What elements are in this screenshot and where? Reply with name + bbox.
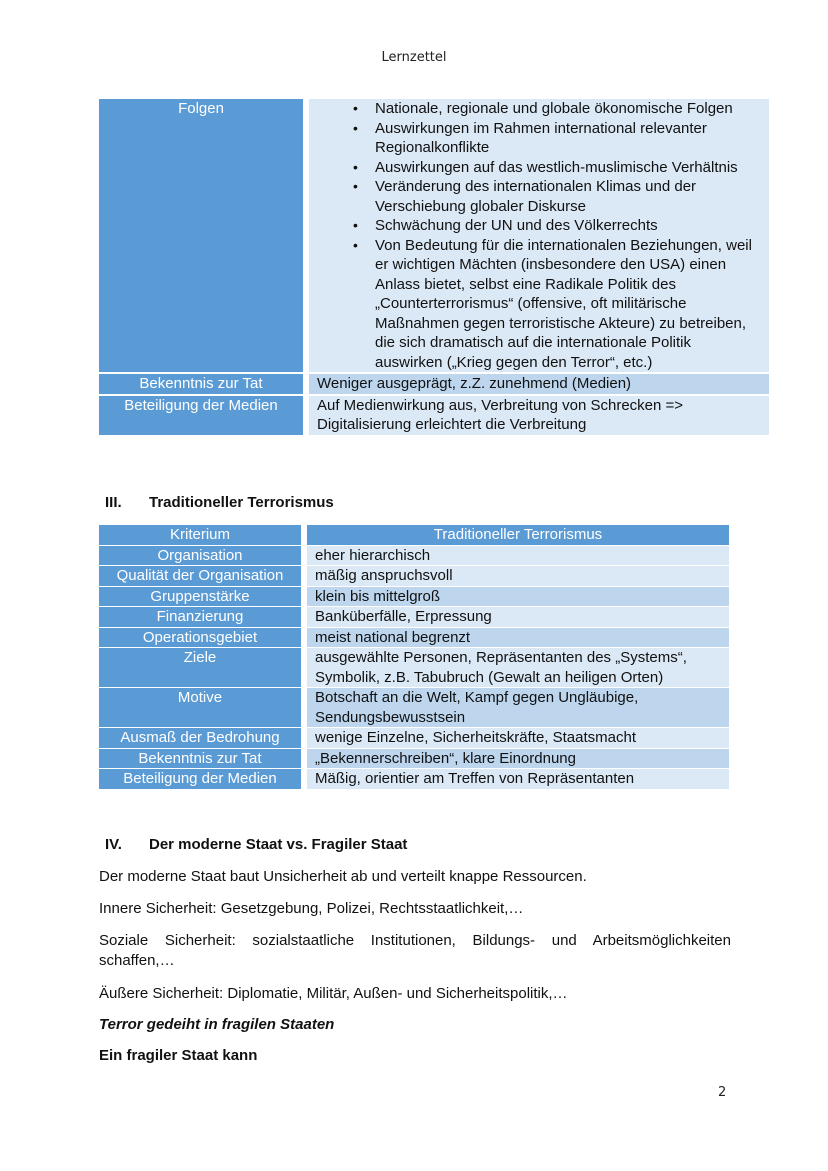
section-title: Traditioneller Terrorismus [149,494,334,511]
row-value: Weniger ausgeprägt, z.Z. zunehmend (Medien) [306,373,769,395]
row-value: klein bis mittelgroß [304,586,729,607]
row-value: Mäßig, orientier am Treffen von Repräsentanten [304,769,729,790]
row-label: Finanzierung [99,607,304,628]
row-label: Organisation [99,545,304,566]
traditional-terrorism-table [99,525,729,790]
row-label: Motive [99,688,304,728]
table-row [99,688,729,728]
row-label: Bekenntnis zur Tat [99,748,304,769]
column-header: Kriterium [99,525,304,545]
table-row [99,566,729,587]
table-row [99,607,729,628]
paragraph: Soziale Sicherheit: sozialstaatliche Institutionen, Bildungs- und Arbeitsmöglichkeiten schaffen,… [99,932,731,969]
row-value [306,99,769,373]
row-label: Ausmaß der Bedrohung [99,728,304,749]
list-item: • Von Bedeutung für die internationalen Beziehungen, weil er wichtigen Mächten (insbesondere den USA) einen Anlass bietet, selbst eine Radikale Politik des „Counterterrorismus“ (offensive, oft militärische Maßnahmen gegen terroristische Akteure) zu betreiben, die sich dramatisch auf die internationale Politik auswirken („Krieg gegen den Terror“, etc.) [353,236,759,373]
bullet-list [317,99,759,372]
row-value: meist national begrenzt [304,627,729,648]
row-label: Operationsgebiet [99,627,304,648]
table-row [99,627,729,648]
list-item: • Veränderung des internationalen Klimas und der Verschiebung globaler Diskurse [353,177,759,216]
paragraph: Äußere Sicherheit: Diplomatie, Militär, Außen- und Sicherheitspolitik,… [99,985,568,1002]
row-value: Banküberfälle, Erpressung [304,607,729,628]
table-row [99,373,769,395]
page-header: Lernzettel [381,50,447,65]
emphasis-line: Terror gedeiht in fragilen Staaten [99,1016,335,1033]
row-label: Bekenntnis zur Tat [99,373,306,395]
table-header-row [99,525,729,545]
table-row [99,586,729,607]
row-value: ausgewählte Personen, Repräsentanten des „Systems“, Symbolik, z.B. Tabubruch (Gewalt an heiligen Orten) [304,648,729,688]
table-row [99,648,729,688]
list-item: • Auswirkungen im Rahmen international relevanter Regionalkonflikte [353,119,759,158]
page-number: 2 [718,1085,727,1100]
row-value: Botschaft an die Welt, Kampf gegen Ungläubige, Sendungsbewusstsein [304,688,729,728]
row-value: wenige Einzelne, Sicherheitskräfte, Staatsmacht [304,728,729,749]
row-label: Gruppenstärke [99,586,304,607]
list-item: • Auswirkungen auf das westlich-muslimische Verhältnis [353,158,759,178]
row-label: Ziele [99,648,304,688]
row-label: Folgen [99,99,306,373]
list-item: • Nationale, regionale und globale ökonomische Folgen [353,99,759,119]
table-row [99,545,729,566]
row-value: „Bekennerschreiben“, klare Einordnung [304,748,729,769]
section-number: IV. [105,836,122,853]
row-label: Beteiligung der Medien [99,769,304,790]
bold-line: Ein fragiler Staat kann [99,1047,258,1064]
section-heading-iii [105,494,334,511]
section-number: III. [105,494,122,511]
row-label: Qualität der Organisation [99,566,304,587]
list-item: • Schwächung der UN und des Völkerrechts [353,216,759,236]
section-title: Der moderne Staat vs. Fragiler Staat [149,836,408,853]
table-row [99,99,769,373]
table-row [99,748,729,769]
column-header: Traditioneller Terrorismus [304,525,729,545]
table-row [99,395,769,435]
table-row [99,728,729,749]
consequences-table [99,99,769,435]
row-value: Auf Medienwirkung aus, Verbreitung von Schrecken => Digitalisierung erleichtert die Verbreitung [306,395,769,435]
paragraph: Der moderne Staat baut Unsicherheit ab und verteilt knappe Ressourcen. [99,868,587,885]
section-heading-iv [105,836,407,853]
row-value: mäßig anspruchsvoll [304,566,729,587]
paragraph: Innere Sicherheit: Gesetzgebung, Polizei, Rechtsstaatlichkeit,… [99,900,524,917]
row-label: Beteiligung der Medien [99,395,306,435]
table-row [99,769,729,790]
row-value: eher hierarchisch [304,545,729,566]
